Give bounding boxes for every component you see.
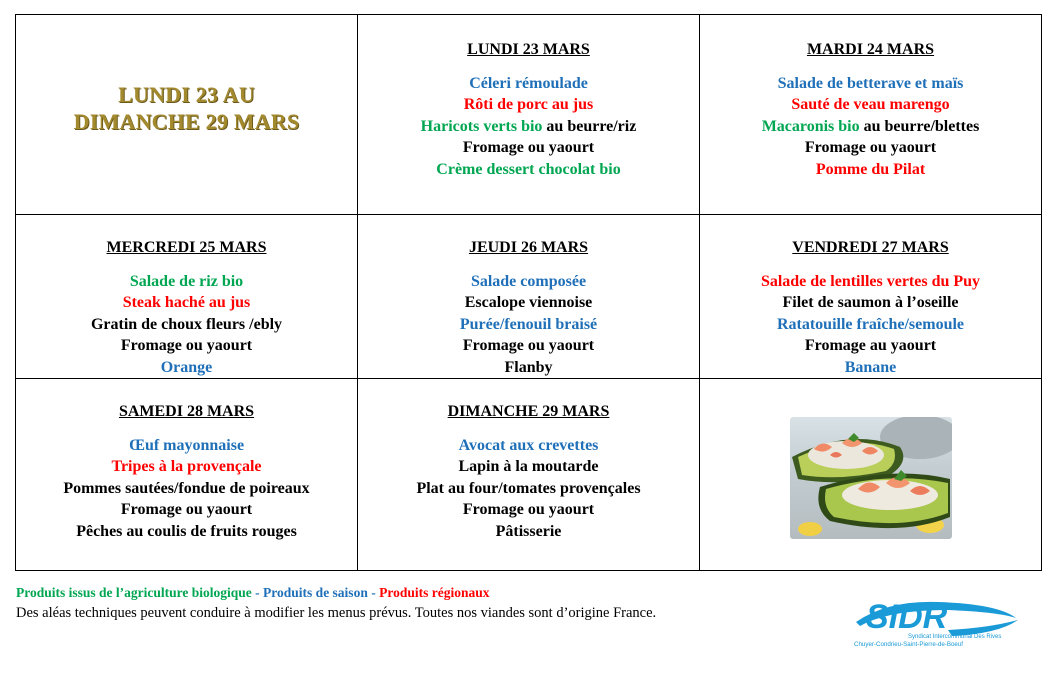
menu-item: Filet de saumon à l’oseille [782,294,959,311]
disclaimer: Des aléas techniques peuvent conduire à modifier les menus prévus. Toutes nos viandes sont d’origine France. [16,605,657,621]
week-title [16,81,357,149]
menu-item: Œuf mayonnaise [128,436,245,454]
menu-item: Purée/fenouil braisé [459,315,598,333]
menu-item: Escalope viennoise [464,294,593,311]
day-cell-samedi [16,379,358,571]
menu-item: Salade de riz bio [129,272,244,290]
menu-item-part: au beurre/blettes [859,117,980,135]
day-cell-vendredi [700,215,1042,379]
menu-item: Rôti de porc au jus [463,96,594,113]
menu-item: Fromage ou yaourt [120,501,253,518]
legend-separator: - [367,585,380,600]
day-cell-dimanche [358,379,700,571]
day-title: DIMANCHE 29 MARS [447,403,610,420]
menu-item: Fromage ou yaourt [120,337,253,354]
menu-item: Salade de betterave et maïs [777,74,964,92]
legend-bio: Produits issus de l’agriculture biologique [16,585,252,600]
menu-item: Fromage au yaourt [804,337,937,354]
avocado-shrimp-photo [790,417,952,539]
menu-item: Ratatouille fraîche/semoule [776,315,965,333]
menu-item: Fromage ou yaourt [462,501,595,518]
svg-text:Syndicat Intercommunal Des Riv: Syndicat Intercommunal Des Rives [908,634,1002,640]
legend-separator: - [251,585,264,600]
day-cell-mercredi [16,215,358,379]
menu-table [15,14,1042,571]
day-title: SAMEDI 28 MARS [118,403,255,420]
menu-item [358,116,699,138]
menu-item: Sauté de veau marengo [791,96,950,113]
photo-cell [700,379,1042,571]
menu-item: Pêches au coulis de fruits rouges [76,522,297,540]
menu-item: Pâtisserie [495,522,562,540]
svg-text:SIDR: SIDR [866,598,948,636]
day-cell-lundi [358,15,700,215]
menu-item: Avocat aux crevettes [458,436,599,454]
day-title: LUNDI 23 MARS [467,41,590,58]
menu-item: Lapin à la moutarde [458,458,599,475]
menu-item [700,116,1041,138]
menu-item: Orange [160,358,213,376]
legend-region: Produits régionaux [379,585,490,600]
sidr-logo [848,592,1028,652]
menu-item: Pomme du Pilat [815,160,926,178]
menu-item-part: Haricots verts bio [420,117,543,135]
day-title: MERCREDI 25 MARS [106,239,267,256]
menu-item: Tripes à la provençale [111,458,262,475]
legend [16,585,489,601]
menu-item: Crème dessert chocolat bio [436,160,621,178]
menu-item: Steak haché au jus [122,294,251,311]
menu-item: Fromage ou yaourt [462,337,595,354]
day-title: VENDREDI 27 MARS [792,239,949,256]
menu-item: Céleri rémoulade [469,74,588,92]
day-cell-jeudi [358,215,700,379]
menu-item: Fromage ou yaourt [462,139,595,156]
menu-item: Banane [844,358,897,376]
day-title: MARDI 24 MARS [806,41,935,58]
day-cell-mardi [700,15,1042,215]
week-title-cell [16,15,358,215]
svg-text:Chuyer-Condrieu-Saint-Pierre-d: Chuyer-Condrieu-Saint-Pierre-de-Boeuf [854,641,964,648]
menu-item: Salade de lentilles vertes du Puy [760,272,981,290]
week-title-line-2: DIMANCHE 29 MARS [73,108,300,134]
legend-saison: Produits de saison [263,585,368,600]
menu-item-part: Macaronis bio [761,117,860,135]
week-title-line-1: LUNDI 23 AU [118,81,255,107]
menu-item: Salade composée [470,272,587,290]
day-title: JEUDI 26 MARS [468,239,589,256]
menu-item: Gratin de choux fleurs /ebly [90,315,283,333]
menu-item: Pommes sautées/fondue de poireaux [63,479,310,497]
menu-item: Plat au four/tomates provençales [416,479,641,497]
menu-item: Flanby [504,358,553,376]
menu-item: Fromage ou yaourt [804,139,937,156]
menu-item-part: au beurre/riz [542,117,637,135]
